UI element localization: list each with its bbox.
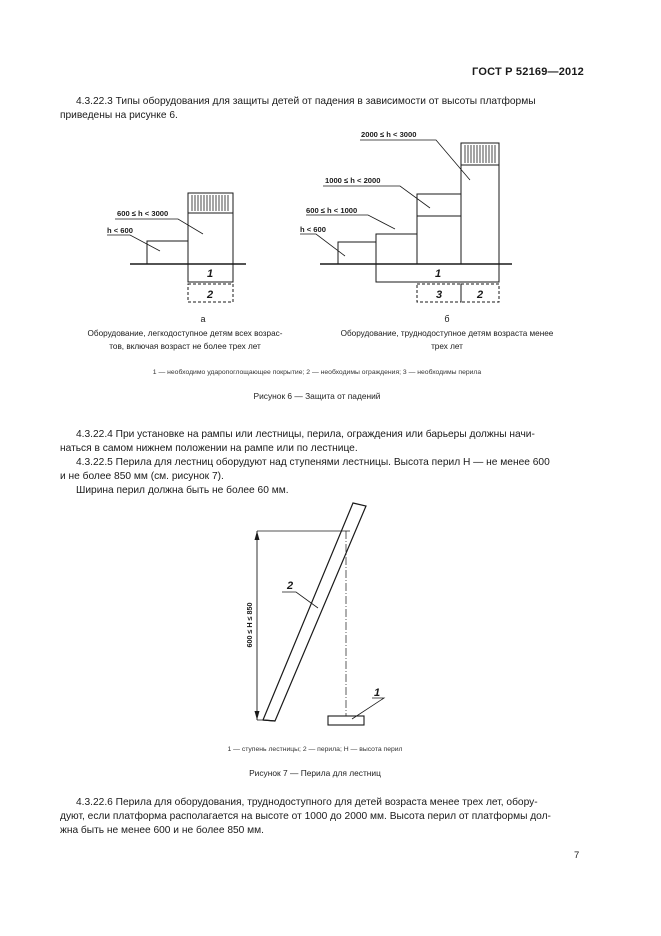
guard-hatching xyxy=(192,195,228,211)
paragraph-line: 4.3.22.3 Типы оборудования для защиты детей от падения в зависимости от высоты платформы xyxy=(76,96,536,107)
subfigure-caption: Оборудование, легкодоступное детям всех возрас- xyxy=(87,329,283,338)
paragraph-line: и не более 850 мм (см. рисунок 7). xyxy=(60,471,224,482)
label-height-range: 1000 ≤ h < 2000 xyxy=(325,176,381,185)
dimension-label: 600 ≤ H ≤ 850 xyxy=(245,602,254,648)
paragraph-4-3-22-6 xyxy=(60,796,584,838)
label-height-range: h < 600 xyxy=(107,226,133,235)
paragraph-line: 4.3.22.4 При установке на рампы или лестницы, перила, ограждения или барьеры должны начи- xyxy=(76,429,535,440)
label-height-range: 2000 ≤ h < 3000 xyxy=(361,130,417,139)
paragraph-line: приведены на рисунке 6. xyxy=(60,110,178,121)
zone-number: 1 xyxy=(434,268,442,280)
paragraph-line: 4.3.22.5 Перила для лестниц оборудуют над ступенями лестницы. Высота перил H — не менее 600 xyxy=(76,457,550,468)
leader-line xyxy=(107,235,160,251)
zone-number: 2 xyxy=(476,289,484,301)
zone-number: 2 xyxy=(206,289,214,301)
figure-legend: 1 — ступень лестницы; 2 — перила; H — высота перил xyxy=(227,746,403,753)
paragraph-line: жна быть не менее 600 и не более 850 мм. xyxy=(60,825,264,836)
paragraph-line: 4.3.22.6 Перила для оборудования, труднодоступного для детей возраста менее трех лет, обору- xyxy=(76,797,538,808)
paragraph-line: дуют, если платформа располагается на высоте от 1000 до 2000 мм. Высота перил от платформы дол- xyxy=(60,811,551,822)
step-1 xyxy=(338,242,376,264)
paragraph-4-3-22-5 xyxy=(60,456,584,498)
figure-7 xyxy=(0,495,661,785)
paragraph-4-3-22-4 xyxy=(60,428,584,456)
paragraph-line: Ширина перил должна быть не более 60 мм. xyxy=(76,485,289,496)
zone-number: 3 xyxy=(435,289,443,301)
page-number: 7 xyxy=(574,850,580,861)
handrail xyxy=(263,503,366,721)
document-header: ГОСТ Р 52169—2012 xyxy=(472,66,584,78)
label-height-range: h < 600 xyxy=(300,225,326,234)
subfigure-letter: а xyxy=(200,314,206,324)
leader-line xyxy=(360,140,470,180)
paragraph-4-3-22-3 xyxy=(60,95,584,123)
callout-number: 1 xyxy=(374,687,381,699)
stair-step xyxy=(328,716,364,725)
guard-hatching xyxy=(465,145,495,163)
label-height-range: 600 ≤ h < 1000 xyxy=(306,206,358,215)
step-2 xyxy=(376,234,417,264)
callout-number: 2 xyxy=(287,580,294,592)
paragraph-line: наться в самом нижнем положении на рампе или по лестнице. xyxy=(60,443,358,454)
tower xyxy=(461,165,499,264)
platform xyxy=(188,213,233,264)
subfigure-caption: трех лет xyxy=(431,342,463,351)
leader-line xyxy=(323,186,430,208)
step-rail xyxy=(417,194,461,216)
step-3 xyxy=(417,216,461,264)
figure-6b-drawing xyxy=(300,140,512,302)
figure-title: Рисунок 6 — Защита от падений xyxy=(253,391,381,401)
figure-6 xyxy=(0,125,661,410)
low-step xyxy=(147,241,188,264)
label-height-range: 600 ≤ h < 3000 xyxy=(117,209,169,218)
zone-number: 1 xyxy=(206,268,214,280)
subfigure-caption: Оборудование, труднодоступное детям возраста менее xyxy=(340,329,554,338)
figure-title: Рисунок 7 — Перила для лестниц xyxy=(249,768,381,778)
callout-leader xyxy=(352,698,384,719)
subfigure-caption: тов, включая возраст не более трех лет xyxy=(109,342,261,351)
subfigure-letter: б xyxy=(444,314,450,324)
figure-legend: 1 — необходимо ударопоглощающее покрытие; 2 — необходимы ограждения; 3 — необходимы перила xyxy=(152,369,482,376)
